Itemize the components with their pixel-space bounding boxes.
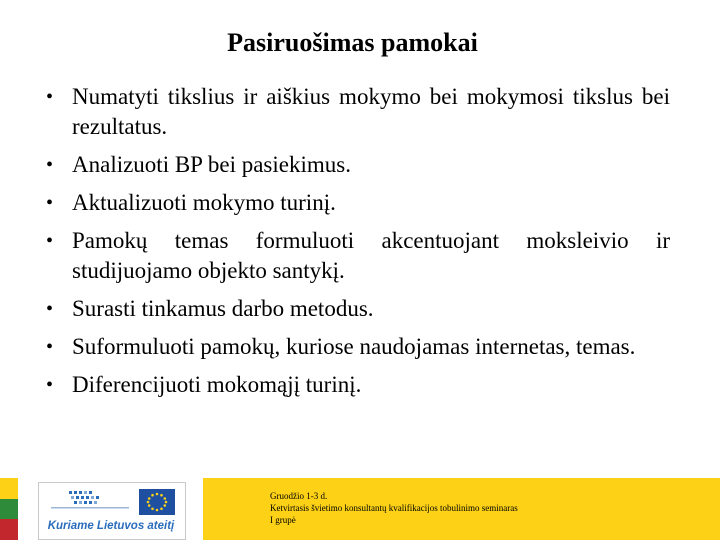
bullet-text: Aktualizuoti mokymo turinį. (72, 190, 336, 215)
bullet-icon: • (46, 298, 54, 320)
bullet-text: Suformuluoti pamokų, kuriose naudojamas internetas, temas. (72, 334, 636, 359)
bullet-icon: • (46, 86, 54, 108)
lithuanian-flag-stripe-yellow (0, 478, 18, 499)
bullet-icon: • (46, 374, 54, 396)
bullet-text: Pamokų temas formuluoti akcentuojant moksleivio ir studijuojamo objekto santykį. (72, 228, 670, 283)
footer-note-date: Gruodžio 1-3 d. (270, 491, 328, 501)
bullet-item (46, 188, 670, 218)
bullet-text: Numatyti tikslius ir aiškius mokymo bei mokymosi tikslus bei rezultatus. (72, 84, 670, 139)
sponsor-logo (38, 482, 186, 540)
bullet-icon: • (46, 192, 54, 214)
footer-note-event: Ketvirtasis švietimo konsultantų kvalifikacijos tobulinimo seminaras (270, 503, 518, 513)
bullet-icon: • (46, 154, 54, 176)
bullet-item (46, 82, 670, 142)
footer-panel (203, 478, 720, 540)
footer-note-group: I grupė (270, 515, 296, 525)
slide-title: Pasiruošimas pamokai (227, 28, 478, 57)
bullet-item (46, 370, 670, 400)
bullet-item (46, 150, 670, 180)
bullet-list (46, 82, 670, 408)
footer-note (270, 490, 710, 526)
slide-footer (0, 478, 720, 540)
bullet-icon: • (46, 336, 54, 358)
bullet-icon: • (46, 230, 54, 252)
eu-flag-icon (139, 489, 175, 515)
logo-tagline: Kuriame Lietuvos ateitį (47, 520, 175, 532)
bullet-text: Surasti tinkamus darbo metodus. (72, 296, 374, 321)
bullet-item (46, 226, 670, 286)
bullet-item (46, 294, 670, 324)
bullet-text: Diferencijuoti mokomąjį turinį. (72, 372, 362, 397)
lithuanian-flag-stripe-red (0, 519, 18, 540)
bullet-item (46, 332, 670, 362)
ministry-grid-logo-icon (49, 489, 131, 511)
bullet-text: Analizuoti BP bei pasiekimus. (72, 152, 351, 177)
lithuanian-flag-stripe-green (0, 499, 18, 520)
